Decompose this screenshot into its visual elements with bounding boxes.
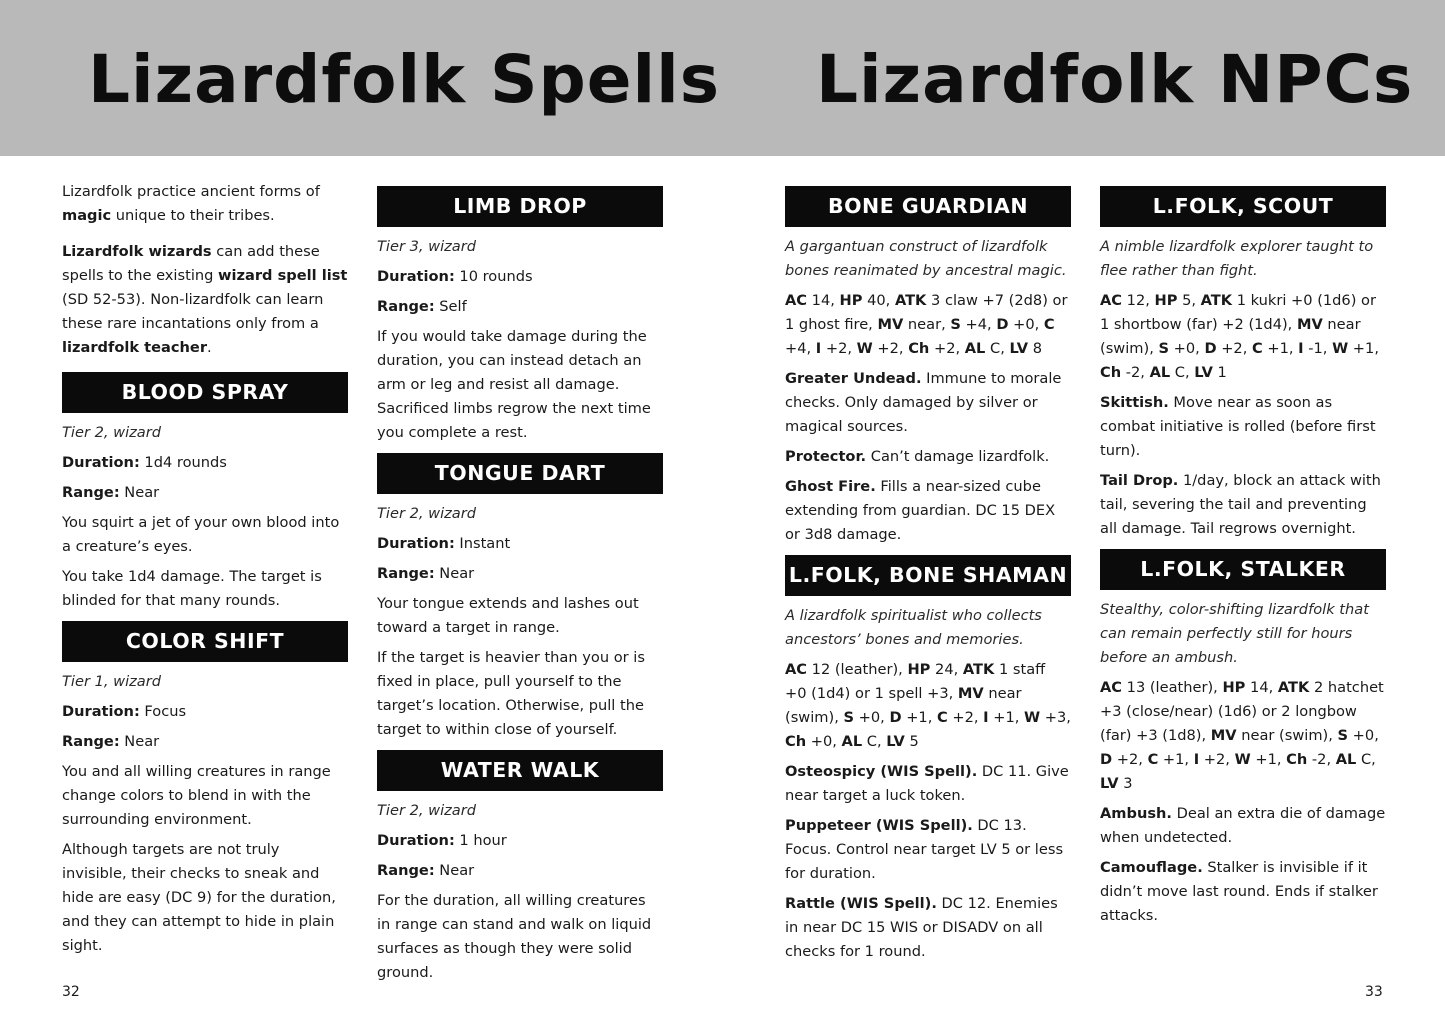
npc-feature [1100,469,1386,541]
npc-feature [785,445,1071,469]
text-run: 14, [807,292,840,309]
bold-term: I [815,340,822,357]
text-run: 3 claw +7 (2d8) or 1 ghost fire, [785,292,1068,333]
spell-heading: TONGUE DART [377,453,663,494]
text-run: Move near as soon as combat initiative is rolled (before first turn). [1100,394,1376,459]
bold-term: LV [1100,775,1119,792]
text-run: 2 hatchet +3 (close/near) (1d6) or 2 longbow (far) +3 (1d8), [1100,679,1384,744]
bold-term: S [843,709,854,726]
range-value: Near [119,484,160,501]
bold-term: LV [1194,364,1213,381]
duration-label: Duration: [62,454,140,471]
npc-feature [785,814,1071,886]
text-run: C, [985,340,1010,357]
text-run: Immune to morale checks. Only damaged by silver or magical sources. [785,370,1062,435]
text-run: +1, [1158,751,1194,768]
duration-value: Focus [139,703,187,720]
npc-feature [785,367,1071,439]
text-run: 13 (leather), [1122,679,1223,696]
npc-heading: BONE GUARDIAN [785,186,1071,227]
text-run: +2, [821,340,857,357]
text-run: 12 (leather), [807,661,908,678]
duration-value: 1 hour [454,832,507,849]
bold-term: LV [886,733,905,750]
spell-tongue-dart [377,453,663,742]
duration-label: Duration: [377,535,455,552]
spell-color-shift [62,621,348,958]
spell-description: If you would take damage during the duration, you can instead detach an arm or leg and resist all damage. Sacrificed limbs regrow the next time you complete a rest. [377,328,651,441]
text-run: +1, [1250,751,1287,768]
bold-term: MV [1296,316,1323,333]
bold-term: Puppeteer (WIS Spell). [785,817,973,834]
bold-term: W [856,340,873,357]
text-run: near, [903,316,951,333]
bold-term: ATK [962,661,995,678]
text-run: Stalker is invisible if it didn’t move last round. Ends if stalker attacks. [1100,859,1378,924]
bold-term: Ghost Fire. [785,478,876,495]
spell-heading: COLOR SHIFT [62,621,348,662]
spells-column-1 [62,180,348,966]
spell-description: You and all willing creatures in range change colors to blend in with the surrounding environment. [62,763,331,828]
bold-term: HP [839,292,863,309]
text-run: DC 12. Enemies in near DC 15 WIS or DISADV on all checks for 1 round. [785,895,1058,960]
text-run: +2, [929,340,965,357]
npc-flavor-text: A lizardfolk spiritualist who collects ancestors’ bones and memories. [785,607,1042,648]
bold-term: Protector. [785,448,867,465]
spell-range [62,730,348,754]
bold-term: AC [785,661,808,678]
bold-term: C [1252,340,1263,357]
text-run: . [207,339,212,356]
bold-term: Ch [908,340,930,357]
spell-heading: LIMB DROP [377,186,663,227]
range-label: Range: [377,862,435,879]
text-run: 1/day, block an attack with tail, severing the tail and preventing all damage. Tail regrows overnight. [1100,472,1381,537]
bold-term: W [1024,709,1041,726]
text-run: C, [1170,364,1195,381]
duration-label: Duration: [377,268,455,285]
text-run: C, [1356,751,1376,768]
spell-tier: Tier 3, wizard [377,238,477,255]
npc-feature [785,760,1071,808]
text-run: +2, [1112,751,1148,768]
text-run: DC 13. Focus. Control near target LV 5 or less for duration. [785,817,1064,882]
text-run: Lizardfolk practice ancient forms of [62,183,320,200]
text-run: Can’t damage lizardfolk. [866,448,1050,465]
text-run: 8 [1028,340,1042,357]
duration-value: 1d4 rounds [139,454,227,471]
bold-term: I [1193,751,1200,768]
npc-heading: L.FOLK, SCOUT [1100,186,1386,227]
bold-term: Ambush. [1100,805,1172,822]
spell-range [377,295,663,319]
npc-feature [1100,802,1386,850]
range-label: Range: [377,298,435,315]
spell-description: For the duration, all willing creatures in range can stand and walk on liquid surfaces as though they were solid ground. [377,892,652,981]
text-run: -2, [1121,364,1150,381]
bold-term: C [1043,316,1055,333]
text-run: C, [862,733,887,750]
text-run: 1 [1212,364,1227,381]
spell-limb-drop [377,186,663,445]
bold-term: D [889,709,902,726]
text-run: DC 11. Give near target a luck token. [785,763,1069,804]
bold-term: ATK [1200,292,1233,309]
bold-term: I [983,709,989,726]
spell-range [377,562,663,586]
duration-label: Duration: [62,703,140,720]
range-label: Range: [377,565,435,582]
text-run: +0, [806,733,842,750]
range-value: Near [434,862,475,879]
npc-bone-shaman [785,555,1071,964]
npcs-column-2 [1100,180,1386,936]
spell-heading: WATER WALK [377,750,663,791]
npc-stalker [1100,549,1386,928]
bold-term: MV [877,316,904,333]
npc-heading: L.FOLK, STALKER [1100,549,1386,590]
bold-term: ATK [894,292,927,309]
spell-tier: Tier 2, wizard [377,802,477,819]
bold-term: S [1337,727,1349,744]
spell-duration [62,451,348,475]
intro-paragraph-1 [62,180,348,228]
spells-column-2 [377,180,663,993]
range-label: Range: [62,733,120,750]
text-run: +4, [785,340,816,357]
bold-term: HP [1154,292,1178,309]
text-run: +1, [1262,340,1299,357]
text-run: +2, [872,340,909,357]
npc-bone-guardian [785,186,1071,547]
bold-term: Osteospicy (WIS Spell). [785,763,978,780]
bold-term: HP [1222,679,1246,696]
npc-stat-block [1100,289,1386,385]
text-run: Deal an extra die of damage when undetected. [1100,805,1386,846]
npc-heading: L.FOLK, BONE SHAMAN [785,555,1071,596]
bold-term: AC [1100,679,1123,696]
text-run: +2, [947,709,984,726]
text-run: +3, [1040,709,1071,726]
text-run: +0, [854,709,890,726]
text-run: 5, [1177,292,1201,309]
text-run: 12, [1122,292,1155,309]
bold-term: HP [907,661,931,678]
spell-description: If the target is heavier than you or is fixed in place, pull yourself to the target’s location. Otherwise, pull the target to within close of yourself. [377,649,645,738]
npc-flavor-text: A nimble lizardfolk explorer taught to flee rather than fight. [1100,238,1374,279]
spell-heading: BLOOD SPRAY [62,372,348,413]
spell-duration [377,532,663,556]
spell-tier: Tier 2, wizard [377,505,477,522]
bold-term: MV [1210,727,1237,744]
bold-term: Ch [785,733,807,750]
page-title-spells: Lizardfolk Spells [88,41,721,118]
text-run: +0, [1169,340,1205,357]
bold-term: S [1158,340,1169,357]
text-run: +1, [988,709,1025,726]
bold-term: C [937,709,948,726]
page-number-left: 32 [62,984,80,1000]
bold-term: AC [1100,292,1123,309]
bold-term: AL [1149,364,1171,381]
text-run: 1 kukri +0 (1d6) or 1 shortbow (far) +2 (1d4), [1100,292,1376,333]
npc-scout [1100,186,1386,541]
spell-description: You take 1d4 damage. The target is blinded for that many rounds. [62,568,322,609]
bold-term: lizardfolk teacher [62,339,208,356]
text-run: can add these spells to the existing [62,243,320,284]
text-run: (SD 52-53). Non-lizardfolk can learn these rare incantations only from a [62,291,324,332]
text-run: +2, [1216,340,1252,357]
spell-range [62,481,348,505]
npc-feature [785,892,1071,964]
text-run: +0, [1348,727,1379,744]
bold-term: C [1147,751,1159,768]
text-run: unique to their tribes. [111,207,275,224]
npc-flavor-text: A gargantuan construct of lizardfolk bones reanimated by ancestral magic. [785,238,1067,279]
bold-term: Skittish. [1100,394,1169,411]
spell-description: Your tongue extends and lashes out toward a target in range. [377,595,639,636]
spell-duration [62,700,348,724]
text-run: -2, [1307,751,1336,768]
bold-term: Lizardfolk wizards [62,243,212,260]
bold-term: D [1204,340,1217,357]
text-run: +1, [1348,340,1379,357]
npc-flavor-text: Stealthy, color-shifting lizardfolk that can remain perfectly still for hours before an ambush. [1100,601,1369,666]
text-run: Fills a near-sized cube extending from guardian. DC 15 DEX or 3d8 damage. [785,478,1056,543]
npc-stat-block [785,658,1071,754]
text-run: 14, [1245,679,1278,696]
text-run: +0, [1008,316,1044,333]
text-run: 5 [904,733,919,750]
text-run: 24, [930,661,963,678]
intro-paragraph-2 [62,240,348,360]
bold-term: D [996,316,1009,333]
text-run: near (swim), [1236,727,1338,744]
npcs-column-1 [785,180,1071,972]
text-run: 3 [1118,775,1133,792]
duration-label: Duration: [377,832,455,849]
spell-tier: Tier 2, wizard [62,424,162,441]
spell-duration [377,265,663,289]
bold-term: AL [1335,751,1357,768]
bold-term: S [950,316,961,333]
page-number-right: 33 [1365,984,1383,1000]
text-run: +1, [901,709,937,726]
spell-tier: Tier 1, wizard [62,673,162,690]
spell-description: You squirt a jet of your own blood into a creature’s eyes. [62,514,340,555]
bold-term: Tail Drop. [1100,472,1179,489]
duration-value: Instant [454,535,511,552]
title-banner [0,0,1445,156]
bold-term: ATK [1277,679,1310,696]
bold-term: Rattle (WIS Spell). [785,895,937,912]
text-run: +4, [960,316,997,333]
bold-term: Ch [1100,364,1122,381]
bold-term: I [1298,340,1304,357]
spell-water-walk [377,750,663,985]
npc-stat-block [1100,676,1386,796]
intro-text [62,180,348,360]
text-run: +2, [1199,751,1235,768]
spell-range [377,859,663,883]
spell-blood-spray [62,372,348,613]
bold-term: D [1100,751,1113,768]
bold-term: AL [964,340,986,357]
text-run: -1, [1303,340,1333,357]
spell-duration [377,829,663,853]
spell-description: Although targets are not truly invisible, their checks to sneak and hide are easy (DC 9) for the duration, and they can attempt to hide in plain sight. [62,841,336,954]
range-value: Self [434,298,467,315]
bold-term: AL [841,733,863,750]
range-label: Range: [62,484,120,501]
bold-term: Greater Undead. [785,370,922,387]
text-run: 40, [862,292,895,309]
range-value: Near [434,565,475,582]
npc-stat-block [785,289,1071,361]
text-run: 1 staff +0 (1d4) or 1 spell +3, [785,661,1046,702]
bold-term: Camouflage. [1100,859,1203,876]
npc-feature [1100,856,1386,928]
bold-term: W [1234,751,1251,768]
duration-value: 10 rounds [454,268,533,285]
bold-term: magic [62,207,112,224]
page-title-npcs: Lizardfolk NPCs [816,41,1414,118]
text-run: near (swim), [785,685,1022,726]
bold-term: Ch [1286,751,1308,768]
bold-term: W [1332,340,1349,357]
bold-term: AC [785,292,808,309]
npc-feature [785,475,1071,547]
bold-term: wizard spell list [218,267,348,284]
npc-feature [1100,391,1386,463]
bold-term: LV [1009,340,1029,357]
text-run: near (swim), [1100,316,1361,357]
range-value: Near [119,733,160,750]
bold-term: MV [957,685,984,702]
